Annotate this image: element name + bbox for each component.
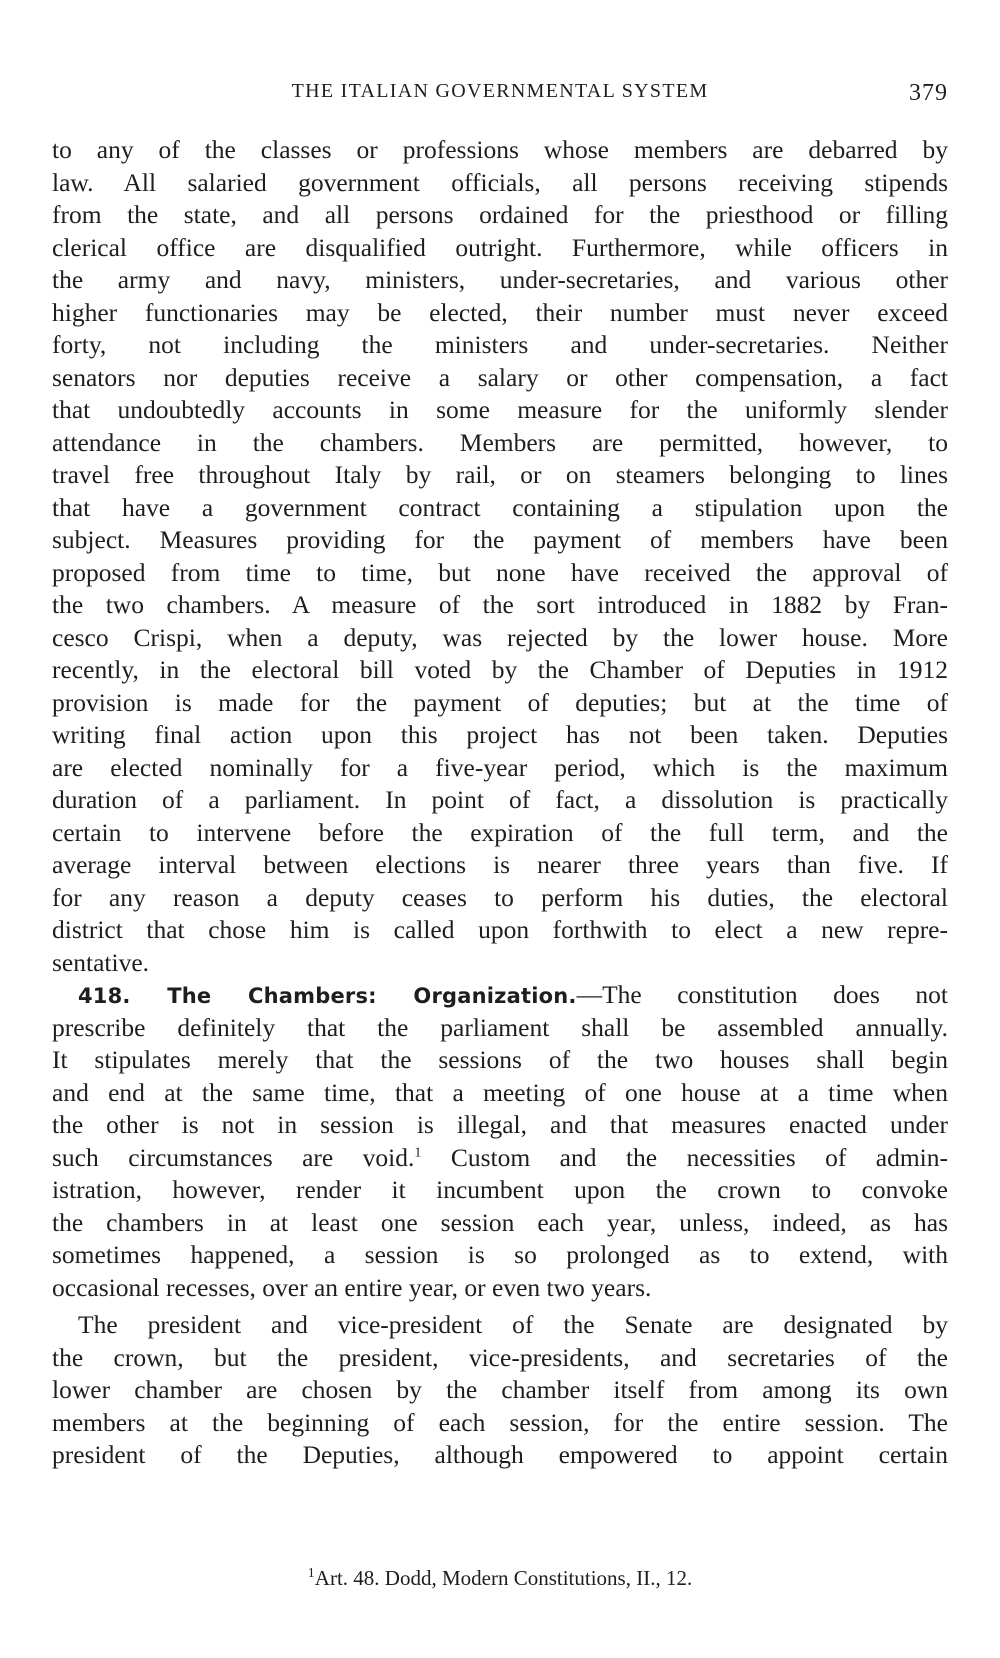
text-line: attendance in the chambers. Members are permitted, however, to xyxy=(52,427,948,457)
footnote-mark: 1 xyxy=(307,1566,315,1581)
text-line: to any of the classes or professions whose members are debarred by xyxy=(52,135,948,164)
text-line: certain to intervene before the expiration of the full term, and the xyxy=(52,817,948,847)
body-text xyxy=(52,134,948,1472)
text-fragment: such circumstances are void. xyxy=(52,1142,415,1172)
running-head xyxy=(52,76,948,110)
text-line: cesco Crispi, when a deputy, was rejected by the lower house. More xyxy=(52,622,948,652)
text-line: higher functionaries may be elected, their number must never exceed xyxy=(52,297,948,327)
text-line: are elected nominally for a five-year period, which is the maximum xyxy=(52,752,948,782)
text-line: the two chambers. A measure of the sort introduced in 1882 by Fran- xyxy=(52,590,948,619)
text-line: proposed from time to time, but none have received the approval of xyxy=(52,557,948,587)
section-heading: 418. The Chambers: Organization. xyxy=(78,984,577,1008)
text-line: istration, however, render it incumbent upon the crown to convoke xyxy=(52,1175,948,1204)
text-line: sometimes happened, a session is so prolonged as to extend, with xyxy=(52,1240,948,1269)
text-line: members at the beginning of each session, for the entire session. The xyxy=(52,1407,948,1437)
text-line: law. All salaried government officials, all persons receiving stipends xyxy=(52,167,948,197)
text-line: the other is not in session is illegal, and that measures enacted under xyxy=(52,1110,948,1139)
section-heading-continuation: —The constitution does not xyxy=(576,980,948,1009)
text-line: that undoubtedly accounts in some measure for the uniformly slender xyxy=(52,395,948,424)
text-line: subject. Measures providing for the payment of members have been xyxy=(52,525,948,554)
text-line: It stipulates merely that the sessions of the two houses shall begin xyxy=(52,1045,948,1074)
text-line: writing final action upon this project has not been taken. Deputies xyxy=(52,720,948,749)
text-line: and end at the same time, that a meeting of one house at a time when xyxy=(52,1077,948,1107)
page-number: 379 xyxy=(909,80,948,106)
text-fragment: Custom and the necessities of admin- xyxy=(421,1142,948,1172)
text-line: lower chamber are chosen by the chamber itself from among its own xyxy=(52,1375,948,1404)
running-title: THE ITALIAN GOVERNMENTAL SYSTEM xyxy=(291,80,709,102)
text-line: prescribe definitely that the parliament shall be assembled annually. xyxy=(52,1012,948,1042)
text-line: travel free throughout Italy by rail, or on steamers belonging to lines xyxy=(52,460,948,489)
text-line: occasional recesses, over an entire year, or even two years. xyxy=(52,1272,652,1302)
text-line: that have a government contract containing a stipulation upon the xyxy=(52,492,948,522)
text-line: senators nor deputies receive a salary or other compensation, a fact xyxy=(52,362,948,392)
footnote-reference[interactable]: 1 xyxy=(414,1145,422,1160)
text-line: average interval between elections is nearer three years than five. If xyxy=(52,850,948,879)
text-line: the army and navy, ministers, under-secretaries, and various other xyxy=(52,265,948,294)
paragraph-continuation xyxy=(52,134,948,979)
text-line: the chambers in at least one session each year, unless, indeed, as has xyxy=(52,1207,948,1237)
text-line: provision is made for the payment of deputies; but at the time of xyxy=(52,687,948,717)
section-first-line xyxy=(52,979,948,1012)
text-line: The president and vice-president of the Senate are designated by xyxy=(78,1310,948,1339)
text-line: sentative. xyxy=(52,947,150,977)
text-line: for any reason a deputy ceases to perform his duties, the electoral xyxy=(52,882,948,912)
text-line-with-footnote xyxy=(52,1142,948,1175)
text-line: duration of a parliament. In point of fact, a dissolution is practically xyxy=(52,785,948,814)
text-line: district that chose him is called upon forthwith to elect a new repre- xyxy=(52,915,948,944)
text-line: president of the Deputies, although empowered to appoint certain xyxy=(52,1440,948,1469)
section-418 xyxy=(52,979,948,1304)
text-line: the crown, but the president, vice-presidents, and secretaries of the xyxy=(52,1342,948,1372)
paragraph xyxy=(52,1309,948,1472)
text-line: clerical office are disqualified outright. Furthermore, while officers in xyxy=(52,232,948,262)
footnote-text: Art. 48. Dodd, Modern Constitutions, II., 12. xyxy=(314,1566,693,1590)
footnote xyxy=(52,1564,948,1592)
text-line: recently, in the electoral bill voted by the Chamber of Deputies in 1912 xyxy=(52,655,948,684)
text-line: from the state, and all persons ordained for the priesthood or filling xyxy=(52,200,948,229)
text-line: forty, not including the ministers and under-secretaries. Neither xyxy=(52,330,948,359)
